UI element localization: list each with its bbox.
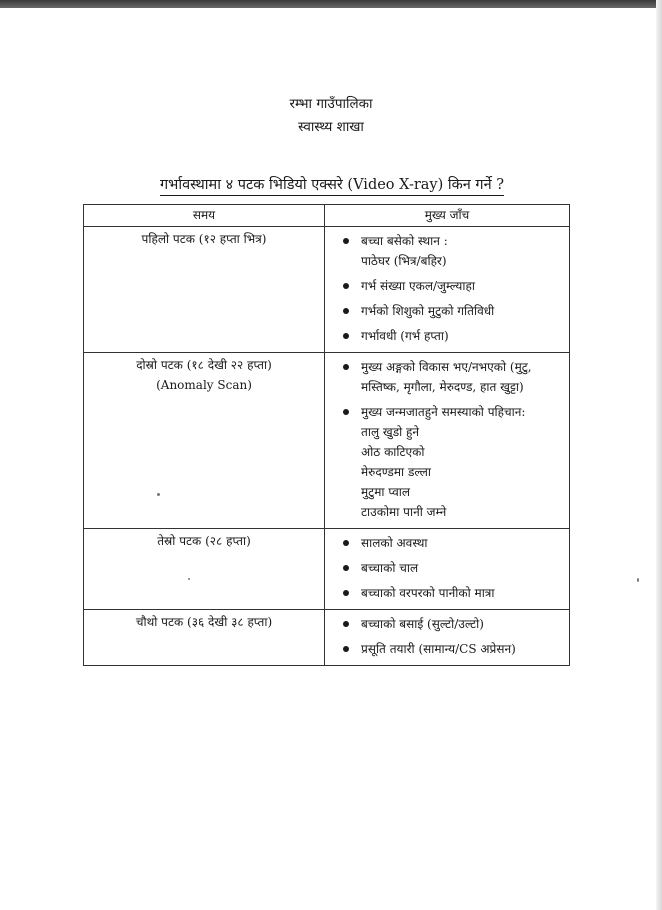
- municipality-name: रम्भा गाउँपालिका: [289, 96, 373, 112]
- checkup-table: [83, 204, 570, 666]
- check-text: मेरुदण्डमा डल्ला: [361, 465, 432, 479]
- check-text: गर्भको शिशुको मुटुको गतिविधी: [361, 304, 495, 318]
- table-row: [84, 227, 570, 353]
- time-text: पहिलो पटक (१२ हप्ता भित्र): [141, 232, 267, 246]
- document-title: गर्भावस्थामा ४ पटक भिडियो एक्सरे (Video X-ray) किन गर्ने ?: [160, 174, 504, 196]
- check-text: गर्भ संख्या एकल/जुम्ल्याहा: [361, 279, 475, 293]
- check-text: बच्चाको बसाई (सुल्टो/उल्टो): [361, 617, 484, 631]
- bullet-icon: [343, 621, 349, 627]
- list-item: [341, 276, 561, 296]
- check-text: मुटुमा प्वाल: [361, 485, 411, 499]
- check-text: ओठ काटिएको: [361, 445, 425, 459]
- branch-name: स्वास्थ्य शाखा: [298, 119, 364, 135]
- time-cell: [84, 227, 325, 353]
- scan-speck: [188, 578, 190, 580]
- list-item: [341, 639, 561, 659]
- time-cell: [84, 353, 325, 529]
- bullet-icon: [343, 333, 349, 339]
- time-text: तेस्रो पटक (२८ हप्ता): [157, 534, 251, 548]
- check-text: मस्तिष्क, मृगौला, मेरुदण्ड, हात खुट्टा): [361, 380, 524, 394]
- check-text: बच्चाको वरपरको पानीको मात्रा: [361, 586, 495, 600]
- column-header-time: समय: [84, 205, 325, 227]
- check-text: पाठेघर (भित्र/बहिर): [361, 254, 447, 268]
- bullet-icon: [343, 308, 349, 314]
- time-subtext: (Anomaly Scan): [156, 378, 252, 392]
- bullet-icon: [343, 238, 349, 244]
- table-row: [84, 353, 570, 529]
- time-text: दोस्रो पटक (१८ देखी २२ हप्ता): [136, 358, 272, 372]
- list-item: [341, 533, 561, 553]
- checks-cell: [325, 353, 570, 529]
- check-text: टाउकोमा पानी जम्ने: [361, 505, 447, 519]
- check-text: मुख्य जन्मजातहुने समस्याको पहिचान:: [361, 405, 526, 419]
- check-text: बच्चाको चाल: [361, 561, 419, 575]
- list-item: [341, 558, 561, 578]
- time-text: चौथो पटक (३६ देखी ३८ हप्ता): [135, 615, 273, 629]
- time-cell: [84, 529, 325, 610]
- scan-speck: [637, 578, 639, 582]
- bullet-icon: [343, 565, 349, 571]
- check-text: तालु खुडो हुने: [361, 425, 420, 439]
- bullet-icon: [343, 283, 349, 289]
- bullet-icon: [343, 364, 349, 370]
- list-item: [341, 326, 561, 346]
- checks-cell: [325, 529, 570, 610]
- check-text: मुख्य अङ्गको विकास भए/नभएको (मुटु,: [361, 360, 532, 374]
- document-header: [0, 93, 662, 139]
- table-row: [84, 610, 570, 666]
- list-item: [341, 583, 561, 603]
- bullet-icon: [343, 590, 349, 596]
- list-item: [341, 402, 561, 522]
- table-row: [84, 529, 570, 610]
- check-text: गर्भावधी (गर्भ हप्ता): [361, 329, 449, 343]
- scan-top-edge: [0, 0, 662, 8]
- check-text: बच्चा बसेको स्थान :: [361, 234, 448, 248]
- checks-cell: [325, 227, 570, 353]
- bullet-icon: [343, 409, 349, 415]
- list-item: [341, 614, 561, 634]
- check-text: सालको अवस्था: [361, 536, 428, 550]
- column-header-checks: मुख्य जाँच: [325, 205, 570, 227]
- bullet-icon: [343, 646, 349, 652]
- list-item: [341, 231, 561, 271]
- checks-cell: [325, 610, 570, 666]
- check-text: प्रसूति तयारी (सामान्य/CS अप्रेसन): [361, 642, 516, 656]
- list-item: [341, 357, 561, 397]
- table-header-row: [84, 205, 570, 227]
- time-cell: [84, 610, 325, 666]
- scan-speck: [157, 493, 160, 496]
- bullet-icon: [343, 540, 349, 546]
- list-item: [341, 301, 561, 321]
